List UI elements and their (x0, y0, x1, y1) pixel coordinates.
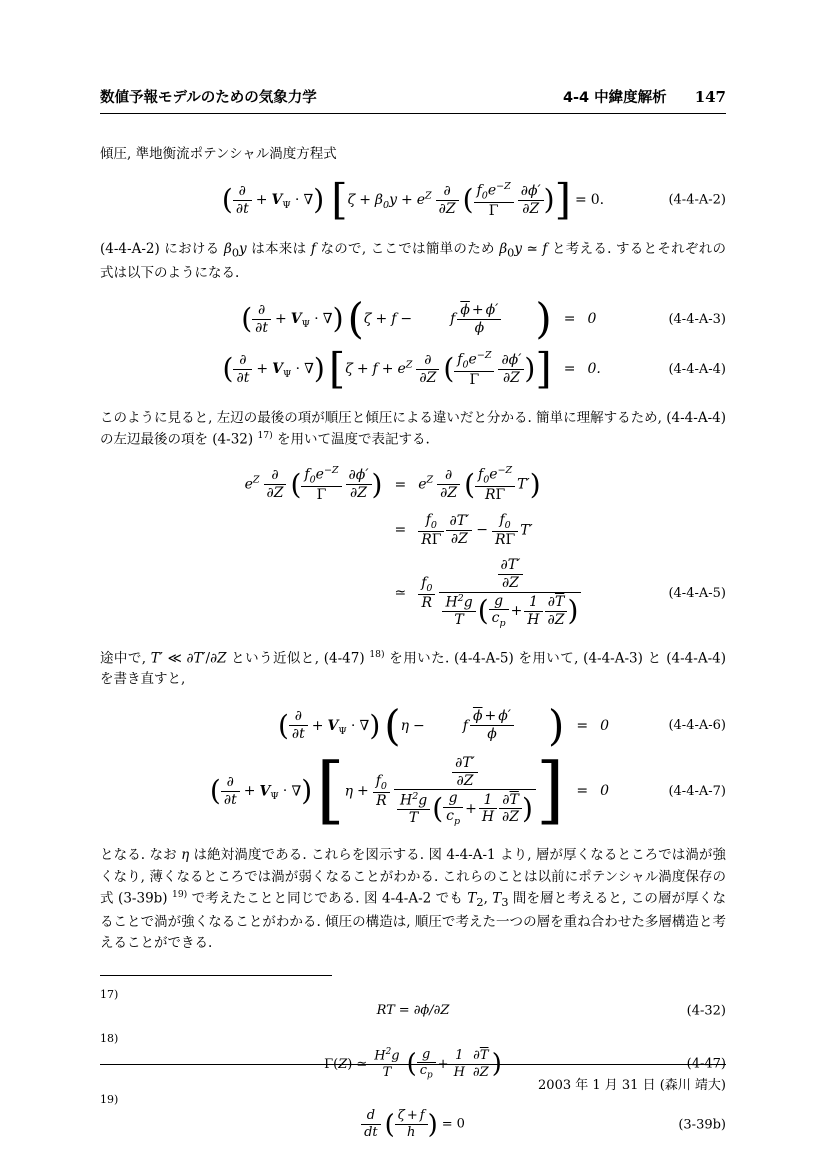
math-expression: $\frac{d}{dt}$ ( $\frac{\zeta + f}{h}$ ) = 0 (361, 1108, 465, 1140)
math-expression: 0. (587, 361, 601, 378)
eqnarray-a6-a7 (100, 700, 726, 833)
math-expression: $\frac{f_0}{R\Gamma}$ $\frac{\partial T'}{\partial Z}$ − $\frac{f_0}{R\Gamma}$ T′ (418, 512, 533, 549)
header-rule (100, 113, 726, 114)
align-a5 (100, 465, 726, 629)
footnote-mark: 17) (100, 987, 119, 1001)
footnote-mark: 19) (100, 1093, 119, 1107)
paragraph-1: 傾圧, 準地衡流ポテンシャル渦度方程式 (100, 146, 337, 162)
section-title: 4-4 中緯度解析 (562, 90, 667, 106)
page-number: 147 (694, 88, 726, 106)
math-expression: $e^Z$ ∂ ∂Z ( $\frac{f_0e^{-Z}}{\Gamma}$ $\frac{\partial\phi'}{\partial Z}$ ) (244, 465, 383, 504)
math-expression: ( ∂ ∂t + $V_\Psi \cdot \nabla)[\zeta + f + e^Z$ ∂ ∂Z ( $\frac{f_0e^{-Z}}{\Gamma}$ $\frac{\partial\phi'}{\partial Z}$ )] (222, 344, 552, 394)
footnote-17 (100, 988, 726, 1020)
footnote-equation (100, 1003, 726, 1020)
page-header (100, 86, 726, 107)
footnote-rule (100, 975, 332, 976)
math-expression: $\frac{f_0}{R}$ $\frac{\partial T'}{\partial Z}$ $\frac{H^2g}{T}$ ( $\frac{g}{c_p}$ + $\frac{1}{H}$ $\frac{\partial\overline{T}}{\partial Z}$ ) (418, 557, 581, 630)
footnote-equation (100, 1108, 726, 1140)
math-expression: $e^Z$ ∂ ∂Z ( $\frac{f_0e^{-Z}}{R\Gamma}$ T′) (418, 465, 541, 504)
math-expression: 0 (587, 311, 597, 328)
math-expression: Γ(Z) ≃ $\frac{H^2g}{T}$ ( $\frac{g}{c_p}$ + $\frac{1}{H}$ $\frac{\partial\overline{T}}{\partial Z}$ ) (324, 1046, 502, 1081)
relation-sign: = (576, 717, 589, 734)
equation-label: (4-4-A-4) (668, 361, 726, 377)
footer-rule (100, 1064, 726, 1065)
paragraph-4: 途中で, T′ ≪ ∂T′/∂Z という近似と, (4-47) $^{18)}$ を用いた. (4-4-A-5) を用いて, (4-4-A-3) と (4-4-A-4) を書き直すと, (100, 648, 727, 688)
equation-4-4-A-2 (100, 175, 726, 225)
equation-label: (4-4-A-7) (668, 783, 726, 799)
relation-sign: = (563, 361, 576, 378)
paragraph-2: (4-4-A-2) における $\beta_0y$ は本来は f なので, ここでは簡単のため $\beta_0y$ ≃ f と考える. するとそれぞれの式は以下のようになる. (100, 241, 726, 281)
equation-label: (4-4-A-6) (668, 718, 726, 734)
eqnarray-a3-a4 (100, 294, 726, 394)
math-expression: ( ∂ ∂t + $V_\Psi$ ⋅ ∇) [$\zeta + \beta_0y + e^Z$ ∂ ∂Z ( $\frac{f_0e^{-Z}}{\Gamma}$ $\frac{\partial\phi'}{\partial Z}$ )] = 0. (221, 175, 605, 225)
math-expression: ( ∂ ∂t + $V_\Psi \cdot \nabla)(\zeta + f - f$ $\frac{\overline{\phi} + \phi'}{\phi}$ ) (241, 294, 552, 344)
math-expression: 0 (600, 782, 610, 799)
footnote-19 (100, 1093, 726, 1140)
equation-label: (4-32) (686, 1003, 726, 1019)
footnote-mark: 18) (100, 1031, 119, 1045)
relation-sign: ≃ (394, 585, 407, 602)
footnotes-section (100, 975, 726, 1141)
equation-label: (3-39b) (678, 1117, 726, 1133)
equation-label: (4-4-A-5) (668, 585, 726, 601)
footer-date-author: 2003 年 1 月 31 日 (森川 靖大) (538, 1078, 726, 1093)
relation-sign: = (394, 476, 407, 493)
relation-sign: = (576, 783, 589, 800)
math-expression: RT = ∂ϕ/∂Z (376, 1002, 450, 1018)
math-expression: ( ∂ ∂t + $V_\Psi \cdot \nabla)(\eta - f$ $\frac{\overline{\phi} + \phi'}{\phi}$ ) (277, 700, 565, 750)
math-expression: 0 (600, 717, 610, 734)
page-body (100, 144, 726, 1141)
header-right (563, 86, 726, 107)
equation-label: (4-47) (686, 1056, 726, 1072)
paragraph-5: となる. なお η は絶対渦度である. これらを図示する. 図 4-4-A-1 より, 層が厚くなるところでは渦が強くなり, 薄くなるところでは渦が弱くなることがわかる. これらのことは以前にポテンシャル渦度保存の式 (3-39b) $^{19)}$ で考えたことと同じである. 図 4-4-A-2 でも $T_2$, $T_3$ 間を層と考えると, この層が厚くなることで渦が強くなることがわかる. 傾圧の構造は, 順圧で考えた一つの層を重ね合わせた多層構造と考えることができる. (100, 847, 727, 952)
math-expression: ( ∂ ∂t + $V_\Psi \cdot \nabla)[\eta$ + $\frac{f_0}{R}$ $\frac{\partial T'}{\partial Z}$ $\frac{H^2g}{T}$ ( $\frac{g}{c_p}$ + $\frac{1}{H}$ $\frac{\partial\overline{T}}{\partial Z}$ ) ] (209, 747, 565, 833)
relation-sign: = (394, 522, 407, 539)
equation-label: (4-4-A-3) (668, 311, 726, 327)
running-title: 数値予報モデルのための気象力学 (100, 90, 317, 106)
equation-label: (4-4-A-2) (668, 192, 726, 208)
page-footer (100, 1064, 726, 1093)
relation-sign: = (563, 311, 576, 328)
paragraph-3: このように見ると, 左辺の最後の項が順圧と傾圧による違いだと分かる. 簡単に理解するため, (4-4-A-4) の左辺最後の項を (4-32) $^{17)}$ を用いて温度で表記する. (100, 410, 726, 448)
